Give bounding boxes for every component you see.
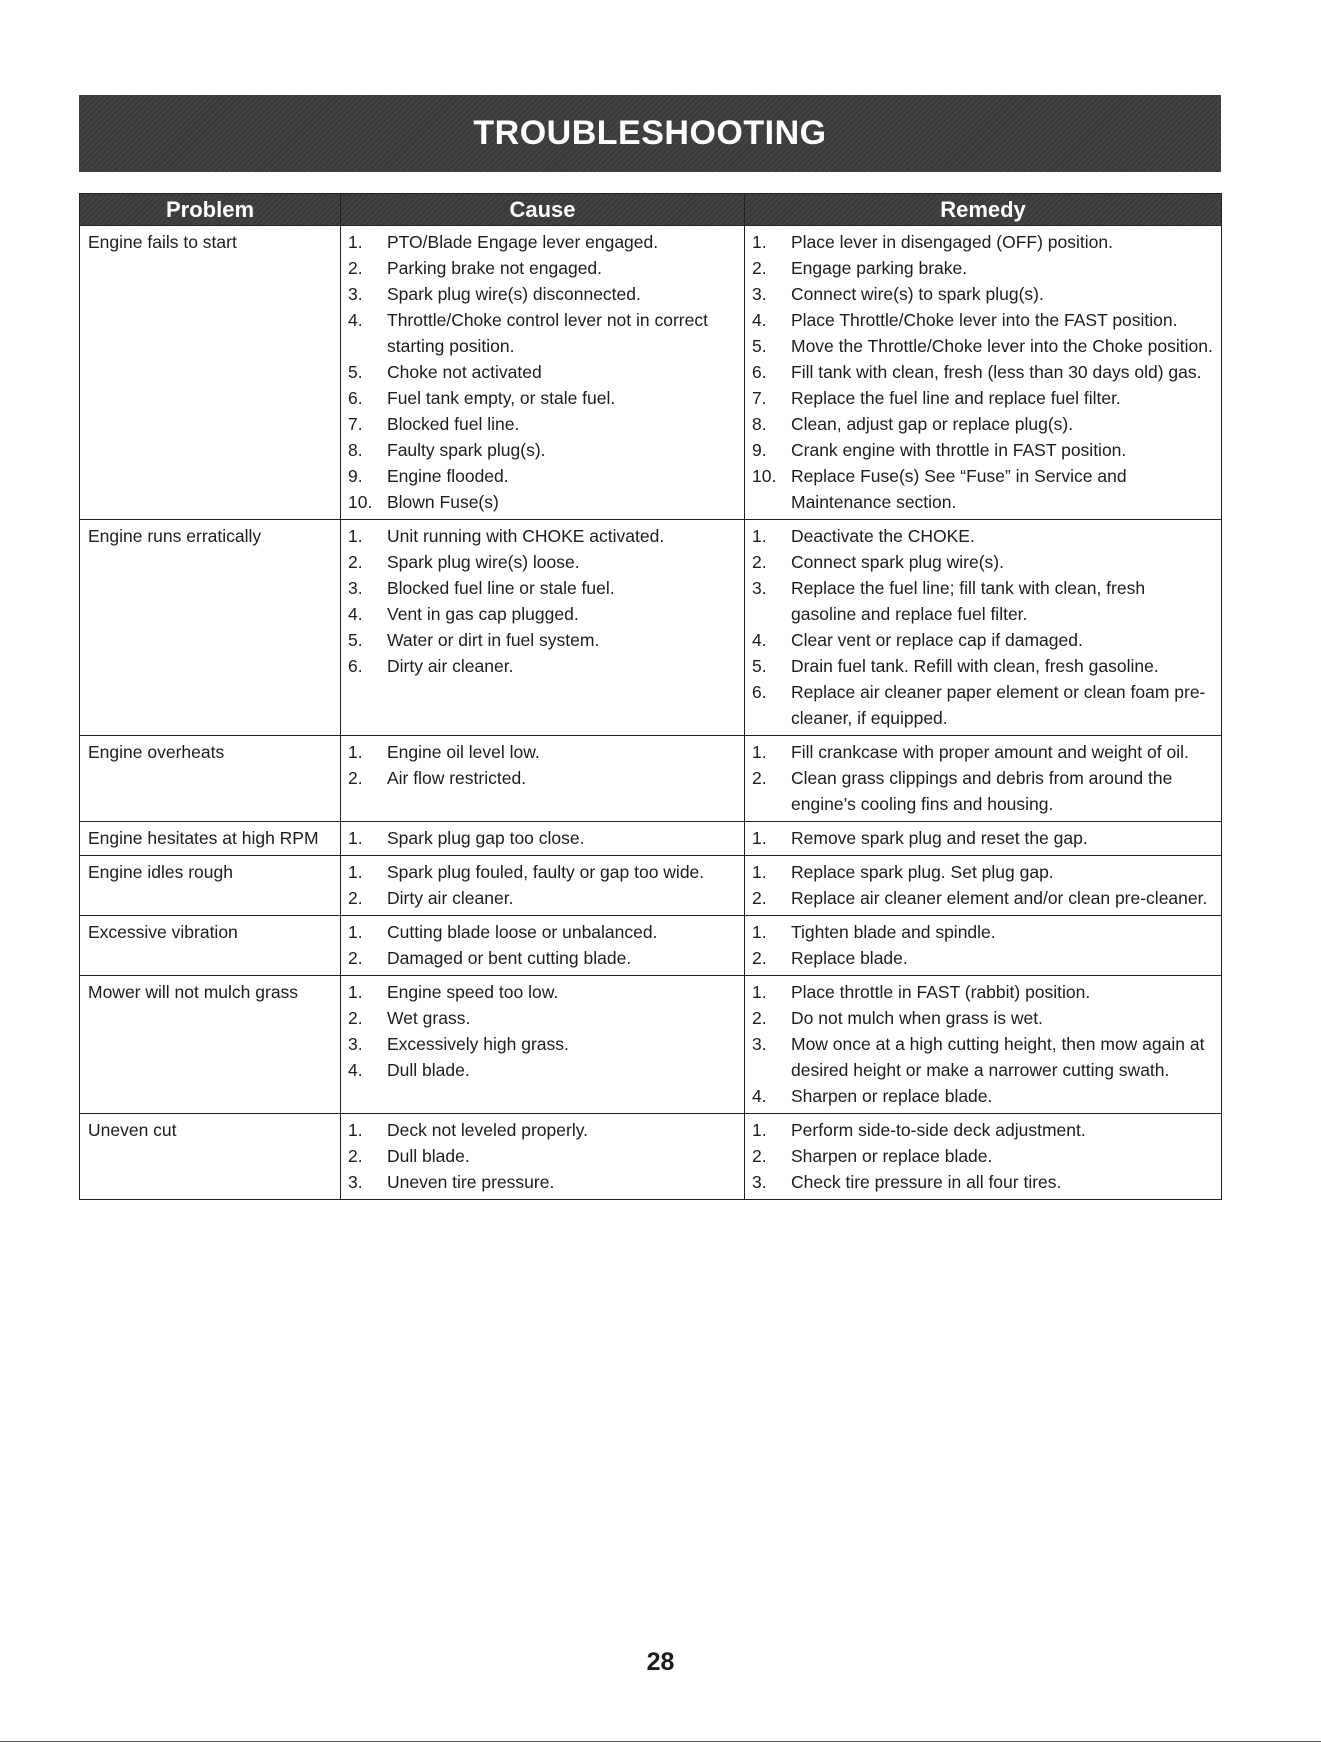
- cause-text: Engine speed too low.: [387, 982, 559, 1002]
- remedy-item: [752, 437, 1215, 463]
- remedy-list: [752, 919, 1215, 971]
- remedy-text: Move the Throttle/Choke lever into the Choke position.: [791, 336, 1213, 356]
- remedy-item: [752, 307, 1215, 333]
- cause-text: PTO/Blade Engage lever engaged.: [387, 232, 659, 252]
- table-row: [80, 916, 1222, 976]
- remedy-item: [752, 463, 1215, 515]
- cause-number: 2.: [348, 1008, 363, 1028]
- remedy-text: Replace air cleaner element and/or clean pre-cleaner.: [791, 888, 1208, 908]
- cause-item: [348, 885, 738, 911]
- table-row: [80, 976, 1222, 1114]
- cause-list: [348, 859, 738, 911]
- remedy-text: Engage parking brake.: [791, 258, 968, 278]
- remedy-item: [752, 281, 1215, 307]
- cause-number: 2.: [348, 888, 363, 908]
- cause-number: 2.: [348, 1146, 363, 1166]
- cause-number: 1.: [348, 862, 363, 882]
- cause-text: Spark plug gap too close.: [387, 828, 585, 848]
- cause-cell: [341, 520, 745, 736]
- cause-item: [348, 411, 738, 437]
- cause-number: 2.: [348, 948, 363, 968]
- cause-number: 3.: [348, 284, 363, 304]
- cause-cell: [341, 822, 745, 856]
- remedy-number: 2.: [752, 1008, 767, 1028]
- remedy-item: [752, 945, 1215, 971]
- cause-item: [348, 229, 738, 255]
- cause-cell: [341, 856, 745, 916]
- table-header-row: [80, 194, 1222, 226]
- cause-number: 1.: [348, 1120, 363, 1140]
- remedy-item: [752, 885, 1215, 911]
- problem-cell: Engine overheats: [80, 736, 341, 822]
- remedy-number: 9.: [752, 440, 767, 460]
- remedy-number: 1.: [752, 1120, 767, 1140]
- remedy-item: [752, 739, 1215, 765]
- remedy-item: [752, 627, 1215, 653]
- cause-text: Spark plug wire(s) disconnected.: [387, 284, 641, 304]
- remedy-number: 8.: [752, 414, 767, 434]
- cause-number: 3.: [348, 1172, 363, 1192]
- title-banner: [79, 95, 1221, 172]
- cause-text: Dull blade.: [387, 1146, 470, 1166]
- remedy-number: 4.: [752, 1086, 767, 1106]
- remedy-number: 3.: [752, 284, 767, 304]
- remedy-number: 5.: [752, 656, 767, 676]
- cause-number: 1.: [348, 232, 363, 252]
- remedy-item: [752, 359, 1215, 385]
- cause-number: 2.: [348, 258, 363, 278]
- cause-item: [348, 307, 738, 359]
- cause-list: [348, 979, 738, 1083]
- cause-list: [348, 523, 738, 679]
- cause-item: [348, 1117, 738, 1143]
- remedy-cell: [745, 916, 1222, 976]
- remedy-item: [752, 411, 1215, 437]
- cause-text: Dull blade.: [387, 1060, 470, 1080]
- cause-text: Spark plug wire(s) loose.: [387, 552, 580, 572]
- cause-item: [348, 825, 738, 851]
- remedy-cell: [745, 822, 1222, 856]
- cause-text: Blown Fuse(s): [387, 492, 499, 512]
- remedy-text: Replace the fuel line; fill tank with clean, fresh gasoline and replace fuel filter.: [791, 578, 1146, 624]
- remedy-number: 1.: [752, 232, 767, 252]
- cause-text: Engine oil level low.: [387, 742, 540, 762]
- remedy-text: Sharpen or replace blade.: [791, 1086, 993, 1106]
- cause-text: Excessively high grass.: [387, 1034, 569, 1054]
- remedy-item: [752, 979, 1215, 1005]
- cause-item: [348, 255, 738, 281]
- remedy-item: [752, 1031, 1215, 1083]
- cause-text: Engine flooded.: [387, 466, 509, 486]
- remedy-text: Deactivate the CHOKE.: [791, 526, 975, 546]
- remedy-text: Replace air cleaner paper element or clean foam pre-cleaner, if equipped.: [791, 682, 1206, 728]
- cause-text: Spark plug fouled, faulty or gap too wide.: [387, 862, 705, 882]
- remedy-text: Connect spark plug wire(s).: [791, 552, 1004, 572]
- remedy-text: Clean, adjust gap or replace plug(s).: [791, 414, 1074, 434]
- cause-text: Vent in gas cap plugged.: [387, 604, 579, 624]
- remedy-number: 1.: [752, 828, 767, 848]
- cause-number: 5.: [348, 362, 363, 382]
- remedy-number: 3.: [752, 1034, 767, 1054]
- cause-number: 2.: [348, 552, 363, 572]
- cause-text: Deck not leveled properly.: [387, 1120, 589, 1140]
- remedy-text: Fill crankcase with proper amount and weight of oil.: [791, 742, 1189, 762]
- cause-text: Faulty spark plug(s).: [387, 440, 546, 460]
- cause-list: [348, 1117, 738, 1195]
- cause-cell: [341, 916, 745, 976]
- remedy-number: 4.: [752, 310, 767, 330]
- remedy-number: 5.: [752, 336, 767, 356]
- cause-item: [348, 385, 738, 411]
- cause-number: 6.: [348, 388, 363, 408]
- remedy-text: Clean grass clippings and debris from around the engine’s cooling fins and housing.: [791, 768, 1173, 814]
- remedy-text: Replace Fuse(s) See “Fuse” in Service and Maintenance section.: [791, 466, 1127, 512]
- cause-number: 8.: [348, 440, 363, 460]
- cause-item: [348, 979, 738, 1005]
- remedy-number: 3.: [752, 578, 767, 598]
- cause-item: [348, 281, 738, 307]
- cause-text: Fuel tank empty, or stale fuel.: [387, 388, 616, 408]
- cause-text: Damaged or bent cutting blade.: [387, 948, 632, 968]
- problem-cell: Engine hesitates at high RPM: [80, 822, 341, 856]
- header-cause: Cause: [341, 194, 745, 226]
- remedy-number: 3.: [752, 1172, 767, 1192]
- cause-number: 4.: [348, 310, 363, 330]
- problem-cell: Uneven cut: [80, 1114, 341, 1200]
- problem-cell: Mower will not mulch grass: [80, 976, 341, 1114]
- remedy-list: [752, 523, 1215, 731]
- remedy-text: Replace blade.: [791, 948, 908, 968]
- cause-text: Parking brake not engaged.: [387, 258, 603, 278]
- remedy-number: 10.: [752, 466, 777, 486]
- cause-text: Cutting blade loose or unbalanced.: [387, 922, 658, 942]
- remedy-item: [752, 765, 1215, 817]
- cause-number: 4.: [348, 1060, 363, 1080]
- remedy-number: 2.: [752, 888, 767, 908]
- remedy-item: [752, 1169, 1215, 1195]
- remedy-cell: [745, 1114, 1222, 1200]
- remedy-number: 6.: [752, 682, 767, 702]
- cause-text: Blocked fuel line or stale fuel.: [387, 578, 615, 598]
- remedy-item: [752, 1143, 1215, 1169]
- remedy-number: 1.: [752, 742, 767, 762]
- remedy-item: [752, 679, 1215, 731]
- remedy-item: [752, 1005, 1215, 1031]
- remedy-number: 2.: [752, 258, 767, 278]
- remedy-cell: [745, 976, 1222, 1114]
- cause-text: Blocked fuel line.: [387, 414, 520, 434]
- remedy-item: [752, 859, 1215, 885]
- cause-number: 1.: [348, 922, 363, 942]
- remedy-item: [752, 575, 1215, 627]
- cause-number: 3.: [348, 1034, 363, 1054]
- remedy-number: 1.: [752, 922, 767, 942]
- remedy-number: 2.: [752, 768, 767, 788]
- remedy-item: [752, 1117, 1215, 1143]
- cause-item: [348, 1143, 738, 1169]
- remedy-item: [752, 255, 1215, 281]
- remedy-number: 2.: [752, 948, 767, 968]
- cause-number: 1.: [348, 742, 363, 762]
- remedy-cell: [745, 736, 1222, 822]
- remedy-text: Drain fuel tank. Refill with clean, fresh gasoline.: [791, 656, 1159, 676]
- remedy-item: [752, 523, 1215, 549]
- remedy-number: 6.: [752, 362, 767, 382]
- cause-item: [348, 919, 738, 945]
- cause-number: 2.: [348, 768, 363, 788]
- remedy-text: Replace the fuel line and replace fuel filter.: [791, 388, 1121, 408]
- remedy-list: [752, 739, 1215, 817]
- remedy-number: 1.: [752, 862, 767, 882]
- cause-item: [348, 359, 738, 385]
- cause-number: 6.: [348, 656, 363, 676]
- remedy-list: [752, 825, 1215, 851]
- cause-item: [348, 549, 738, 575]
- table-row: [80, 822, 1222, 856]
- cause-number: 4.: [348, 604, 363, 624]
- remedy-text: Fill tank with clean, fresh (less than 30 days old) gas.: [791, 362, 1202, 382]
- table-row: [80, 520, 1222, 736]
- remedy-number: 4.: [752, 630, 767, 650]
- remedy-text: Do not mulch when grass is wet.: [791, 1008, 1043, 1028]
- remedy-list: [752, 229, 1215, 515]
- remedy-list: [752, 859, 1215, 911]
- cause-cell: [341, 976, 745, 1114]
- cause-item: [348, 489, 738, 515]
- remedy-number: 1.: [752, 526, 767, 546]
- cause-item: [348, 1169, 738, 1195]
- troubleshooting-table: [79, 193, 1222, 1200]
- remedy-item: [752, 653, 1215, 679]
- cause-item: [348, 1057, 738, 1083]
- remedy-text: Sharpen or replace blade.: [791, 1146, 993, 1166]
- remedy-number: 7.: [752, 388, 767, 408]
- table-body: [80, 226, 1222, 1200]
- cause-cell: [341, 226, 745, 520]
- cause-item: [348, 627, 738, 653]
- cause-number: 1.: [348, 526, 363, 546]
- remedy-text: Remove spark plug and reset the gap.: [791, 828, 1088, 848]
- remedy-item: [752, 1083, 1215, 1109]
- cause-number: 1.: [348, 982, 363, 1002]
- remedy-text: Place throttle in FAST (rabbit) position.: [791, 982, 1091, 1002]
- cause-text: Unit running with CHOKE activated.: [387, 526, 665, 546]
- cause-item: [348, 523, 738, 549]
- cause-text: Water or dirt in fuel system.: [387, 630, 600, 650]
- cause-list: [348, 825, 738, 851]
- cause-text: Wet grass.: [387, 1008, 471, 1028]
- cause-list: [348, 739, 738, 791]
- remedy-text: Check tire pressure in all four tires.: [791, 1172, 1062, 1192]
- page-title: TROUBLESHOOTING: [473, 114, 827, 152]
- remedy-text: Place Throttle/Choke lever into the FAST position.: [791, 310, 1178, 330]
- cause-item: [348, 1031, 738, 1057]
- remedy-item: [752, 549, 1215, 575]
- cause-item: [348, 601, 738, 627]
- table-row: [80, 226, 1222, 520]
- cause-item: [348, 653, 738, 679]
- problem-cell: Excessive vibration: [80, 916, 341, 976]
- remedy-list: [752, 979, 1215, 1109]
- cause-cell: [341, 736, 745, 822]
- remedy-number: 2.: [752, 552, 767, 572]
- remedy-list: [752, 1117, 1215, 1195]
- cause-number: 9.: [348, 466, 363, 486]
- header-remedy: Remedy: [745, 194, 1222, 226]
- remedy-text: Crank engine with throttle in FAST position.: [791, 440, 1127, 460]
- remedy-text: Clear vent or replace cap if damaged.: [791, 630, 1083, 650]
- problem-cell: Engine runs erratically: [80, 520, 341, 736]
- cause-text: Dirty air cleaner.: [387, 656, 514, 676]
- remedy-number: 1.: [752, 982, 767, 1002]
- remedy-text: Place lever in disengaged (OFF) position.: [791, 232, 1113, 252]
- cause-item: [348, 859, 738, 885]
- remedy-text: Mow once at a high cutting height, then mow again at desired height or make a narrower cutting swath.: [791, 1034, 1205, 1080]
- remedy-item: [752, 333, 1215, 359]
- cause-item: [348, 765, 738, 791]
- cause-text: Throttle/Choke control lever not in correct starting position.: [387, 310, 708, 356]
- remedy-item: [752, 385, 1215, 411]
- remedy-item: [752, 919, 1215, 945]
- table-row: [80, 1114, 1222, 1200]
- cause-cell: [341, 1114, 745, 1200]
- cause-item: [348, 463, 738, 489]
- cause-number: 3.: [348, 578, 363, 598]
- problem-cell: Engine idles rough: [80, 856, 341, 916]
- header-problem: Problem: [80, 194, 341, 226]
- remedy-number: 2.: [752, 1146, 767, 1166]
- cause-text: Choke not activated: [387, 362, 542, 382]
- cause-item: [348, 739, 738, 765]
- cause-item: [348, 575, 738, 601]
- cause-list: [348, 919, 738, 971]
- cause-text: Air flow restricted.: [387, 768, 527, 788]
- cause-text: Uneven tire pressure.: [387, 1172, 555, 1192]
- remedy-text: Replace spark plug. Set plug gap.: [791, 862, 1054, 882]
- remedy-text: Tighten blade and spindle.: [791, 922, 996, 942]
- cause-item: [348, 1005, 738, 1031]
- table-row: [80, 856, 1222, 916]
- cause-number: 5.: [348, 630, 363, 650]
- remedy-cell: [745, 226, 1222, 520]
- remedy-cell: [745, 856, 1222, 916]
- cause-item: [348, 945, 738, 971]
- remedy-cell: [745, 520, 1222, 736]
- cause-number: 1.: [348, 828, 363, 848]
- remedy-item: [752, 229, 1215, 255]
- page-number: 28: [646, 1648, 675, 1676]
- cause-text: Dirty air cleaner.: [387, 888, 514, 908]
- cause-item: [348, 437, 738, 463]
- cause-list: [348, 229, 738, 515]
- remedy-text: Connect wire(s) to spark plug(s).: [791, 284, 1044, 304]
- problem-cell: Engine fails to start: [80, 226, 341, 520]
- table-row: [80, 736, 1222, 822]
- cause-number: 7.: [348, 414, 363, 434]
- remedy-item: [752, 825, 1215, 851]
- cause-number: 10.: [348, 492, 373, 512]
- remedy-text: Perform side-to-side deck adjustment.: [791, 1120, 1086, 1140]
